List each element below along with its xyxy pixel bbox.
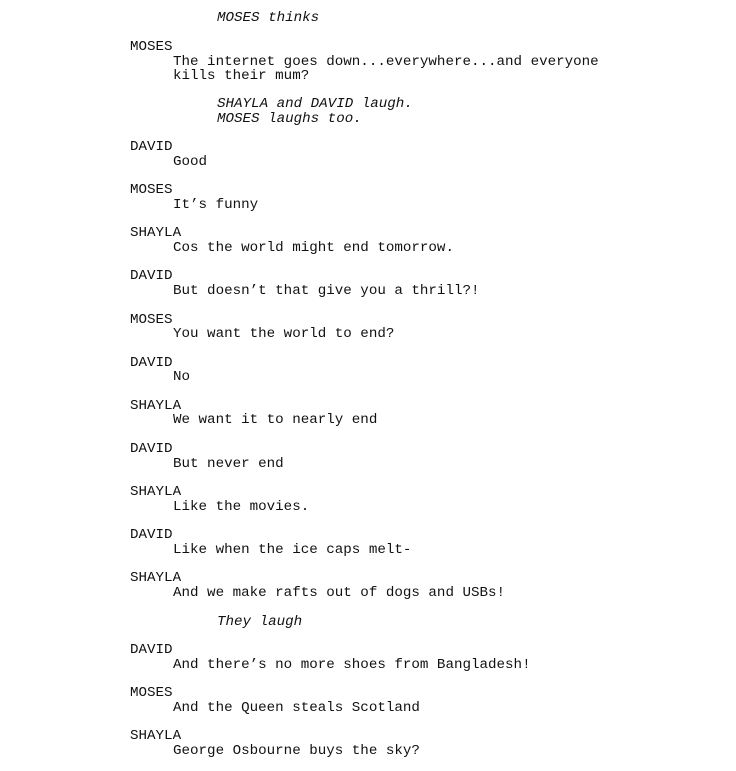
character-name: DAVID — [130, 355, 173, 371]
dialogue-line: kills their mum? — [173, 68, 310, 84]
dialogue-line: And there’s no more shoes from Bangladesh! — [173, 657, 531, 673]
dialogue-line: No — [173, 369, 191, 385]
character-name: MOSES — [130, 182, 173, 198]
character-name: SHAYLA — [130, 484, 182, 500]
character-name: SHAYLA — [130, 398, 182, 414]
character-name: SHAYLA — [130, 570, 182, 586]
dialogue-line: The internet goes down...everywhere...and everyone — [173, 54, 599, 70]
stage-direction-line: SHAYLA and DAVID laugh. — [217, 96, 413, 112]
character-name: DAVID — [130, 268, 173, 284]
dialogue-line: George Osbourne buys the sky? — [173, 743, 420, 759]
dialogue-line: Cos the world might end tomorrow. — [173, 240, 454, 256]
character-name: SHAYLA — [130, 728, 182, 744]
dialogue-line: You want the world to end? — [173, 326, 395, 342]
dialogue-line: We want it to nearly end — [173, 412, 378, 428]
character-name: MOSES — [130, 39, 173, 55]
character-name: DAVID — [130, 642, 173, 658]
character-name: MOSES — [130, 685, 173, 701]
dialogue-line: But never end — [173, 456, 284, 472]
character-name: DAVID — [130, 139, 173, 155]
character-name: MOSES — [130, 312, 173, 328]
stage-direction-line: MOSES thinks — [217, 10, 320, 26]
dialogue-line: Like the movies. — [173, 499, 310, 515]
dialogue-line: And the Queen steals Scotland — [173, 700, 420, 716]
stage-direction-line: They laugh — [217, 614, 303, 630]
character-name: DAVID — [130, 441, 173, 457]
stage-direction-line: MOSES laughs too. — [217, 111, 362, 127]
dialogue-line: But doesn’t that give you a thrill?! — [173, 283, 480, 299]
dialogue-line: Like when the ice caps melt- — [173, 542, 412, 558]
dialogue-line: And we make rafts out of dogs and USBs! — [173, 585, 506, 601]
character-name: DAVID — [130, 527, 173, 543]
dialogue-line: It’s funny — [173, 197, 259, 213]
character-name: SHAYLA — [130, 225, 182, 241]
dialogue-line: Good — [173, 154, 208, 170]
